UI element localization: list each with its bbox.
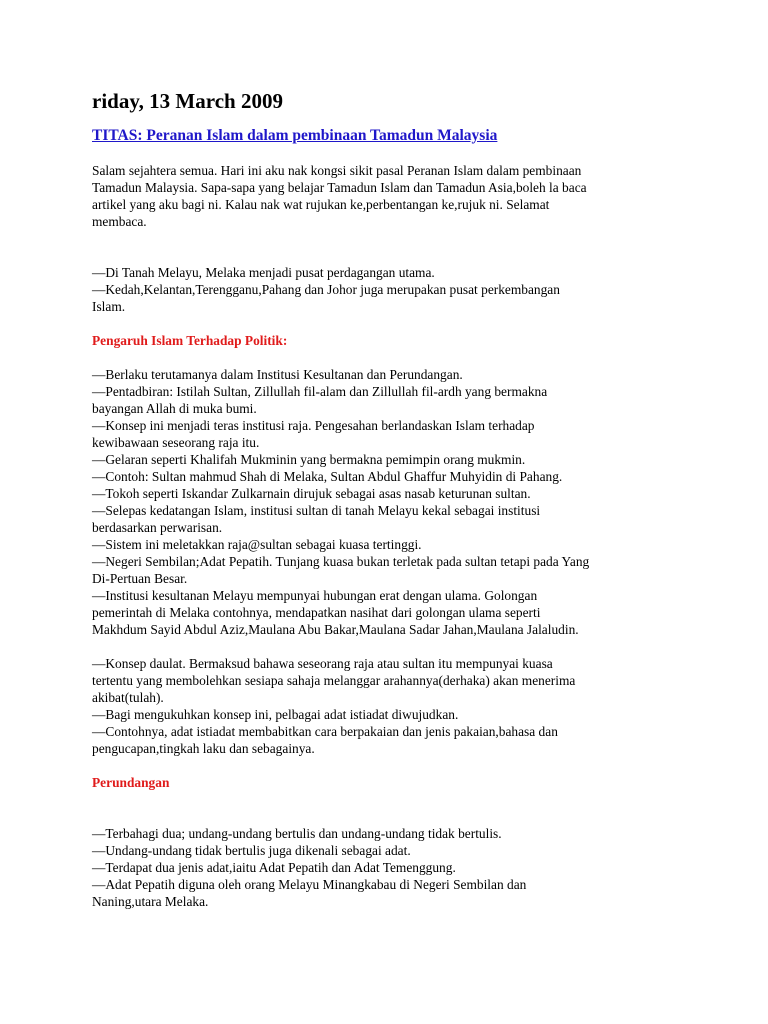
- text-line: —Tokoh seperti Iskandar Zulkarnain dirujuk sebagai asas nasab keturunan sultan.: [92, 486, 531, 501]
- section-politik: [92, 366, 692, 638]
- section-daulat: [92, 655, 692, 757]
- text-line: Di-Pertuan Besar.: [92, 571, 188, 586]
- post-title-link[interactable]: TITAS: Peranan Islam dalam pembinaan Tamadun Malaysia: [92, 127, 498, 144]
- text-line: berdasarkan perwarisan.: [92, 520, 223, 535]
- spacer: [92, 349, 692, 366]
- spacer: [92, 315, 692, 332]
- spacer: [92, 757, 692, 774]
- text-line: pemerintah di Melaka contohnya, mendapatkan nasihat dari golongan ulama seperti: [92, 605, 541, 620]
- heading-politik: Pengaruh Islam Terhadap Politik:: [92, 333, 288, 348]
- post-date: riday, 13 March 2009: [92, 89, 283, 113]
- text-line: —Contoh: Sultan mahmud Shah di Melaka, Sultan Abdul Ghaffur Muhyidin di Pahang.: [92, 469, 563, 484]
- text-line: Islam.: [92, 299, 126, 314]
- text-line: —Pentadbiran: Istilah Sultan, Zillullah fil-alam dan Zillullah fil-ardh yang bermakna: [92, 384, 548, 399]
- text-line: —Institusi kesultanan Melayu mempunyai hubungan erat dengan ulama. Golongan: [92, 588, 538, 603]
- text-line: membaca.: [92, 214, 147, 229]
- text-line: Makhdum Sayid Abdul Aziz,Maulana Abu Bakar,Maulana Sadar Jahan,Maulana Jalaludin.: [92, 622, 579, 637]
- heading-perundangan: Perundangan: [92, 775, 170, 790]
- text-line: —Berlaku terutamanya dalam Institusi Kesultanan dan Perundangan.: [92, 367, 463, 382]
- text-line: —Sistem ini meletakkan raja@sultan sebagai kuasa tertinggi.: [92, 537, 422, 552]
- text-line: —Negeri Sembilan;Adat Pepatih. Tunjang kuasa bukan terletak pada sultan tetapi pada Yang: [92, 554, 590, 569]
- text-line: —Selepas kedatangan Islam, institusi sultan di tanah Melayu kekal sebagai institusi: [92, 503, 541, 518]
- text-line: bayangan Allah di muka bumi.: [92, 401, 257, 416]
- text-line: tertentu yang membolehkan sesiapa sahaja melanggar arahannya(derhaka) akan menerima: [92, 673, 576, 688]
- text-line: kewibawaan seseorang raja itu.: [92, 435, 260, 450]
- text-line: Tamadun Malaysia. Sapa-sapa yang belajar Tamadun Islam dan Tamadun Asia,boleh la baca: [92, 180, 587, 195]
- text-line: —Gelaran seperti Khalifah Mukminin yang bermakna pemimpin orang mukmin.: [92, 452, 526, 467]
- spacer: [92, 638, 692, 655]
- spacer: [92, 230, 692, 264]
- text-line: Naning,utara Melaka.: [92, 894, 209, 909]
- text-line: —Konsep ini menjadi teras institusi raja. Pengesahan berlandaskan Islam terhadap: [92, 418, 535, 433]
- text-line: —Undang-undang tidak bertulis juga dikenali sebagai adat.: [92, 843, 411, 858]
- text-line: —Adat Pepatih diguna oleh orang Melayu Minangkabau di Negeri Sembilan dan: [92, 877, 527, 892]
- text-line: —Terbahagi dua; undang-undang bertulis dan undang-undang tidak bertulis.: [92, 826, 502, 841]
- text-line: Salam sejahtera semua. Hari ini aku nak kongsi sikit pasal Peranan Islam dalam pembinaan: [92, 163, 582, 178]
- section-perundangan: [92, 825, 692, 910]
- text-line: —Terdapat dua jenis adat,iaitu Adat Pepatih dan Adat Temenggung.: [92, 860, 456, 875]
- intro-paragraph: [92, 162, 692, 230]
- text-line: —Konsep daulat. Bermaksud bahawa seseorang raja atau sultan itu mempunyai kuasa: [92, 656, 553, 671]
- text-line: pengucapan,tingkah laku dan sebagainya.: [92, 741, 315, 756]
- blog-post: [92, 88, 692, 910]
- text-line: —Bagi mengukuhkan konsep ini, pelbagai adat istiadat diwujudkan.: [92, 707, 459, 722]
- text-line: artikel yang aku bagi ni. Kalau nak wat rujukan ke,perbentangan ke,rujuk ni. Selamat: [92, 197, 550, 212]
- text-line: —Kedah,Kelantan,Terengganu,Pahang dan Johor juga merupakan pusat perkembangan: [92, 282, 560, 297]
- post-title: [92, 126, 692, 146]
- spacer: [92, 791, 692, 825]
- section-trade-centres: [92, 264, 692, 315]
- text-line: —Di Tanah Melayu, Melaka menjadi pusat perdagangan utama.: [92, 265, 435, 280]
- text-line: —Contohnya, adat istiadat membabitkan cara berpakaian dan jenis pakaian,bahasa dan: [92, 724, 558, 739]
- text-line: akibat(tulah).: [92, 690, 164, 705]
